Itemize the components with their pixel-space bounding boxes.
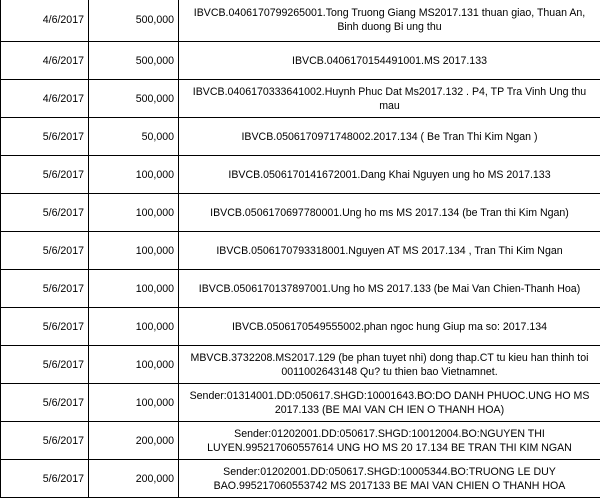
date-cell: 4/6/2017 [1,0,89,42]
table-row [1,270,600,308]
transaction-table-body [1,0,600,498]
amount-cell: 50,000 [89,118,179,156]
description-cell: IBVCB.0506170549555002.phan ngoc hung Giup ma so: 2017.134 [179,308,600,346]
date-cell: 5/6/2017 [1,460,89,498]
table-row [1,422,600,460]
amount-cell: 200,000 [89,460,179,498]
table-row [1,156,600,194]
description-cell: IBVCB.0506170141672001.Dang Khai Nguyen ung ho MS 2017.133 [179,156,600,194]
date-cell: 5/6/2017 [1,156,89,194]
amount-cell: 100,000 [89,270,179,308]
amount-cell: 100,000 [89,346,179,384]
amount-cell: 100,000 [89,232,179,270]
description-cell: IBVCB.0406170799265001.Tong Truong Giang MS2017.131 thuan giao, Thuan An, Binh duong Bi ung thu [179,0,600,42]
table-row [1,232,600,270]
date-cell: 4/6/2017 [1,42,89,80]
amount-cell: 500,000 [89,0,179,42]
amount-cell: 500,000 [89,42,179,80]
table-row [1,194,600,232]
amount-cell: 100,000 [89,194,179,232]
table-row [1,0,600,42]
date-cell: 5/6/2017 [1,118,89,156]
table-row [1,118,600,156]
date-cell: 5/6/2017 [1,384,89,422]
table-row [1,346,600,384]
description-cell: Sender:01202001.DD:050617.SHGD:10005344.BO:TRUONG LE DUY BAO.995217060553742 MS 2017133 BE MAI VAN CHIEN O THANH HOA [179,460,600,498]
date-cell: 4/6/2017 [1,80,89,118]
amount-cell: 100,000 [89,384,179,422]
description-cell: IBVCB.0506170137897001.Ung ho MS 2017.133 (be Mai Van Chien-Thanh Hoa) [179,270,600,308]
table-row [1,384,600,422]
description-cell: IBVCB.0506170793318001.Nguyen AT MS 2017.134 , Tran Thi Kim Ngan [179,232,600,270]
date-cell: 5/6/2017 [1,308,89,346]
description-cell: IBVCB.0406170333641002.Huynh Phuc Dat Ms2017.132 . P4, TP Tra Vinh Ung thu mau [179,80,600,118]
description-cell: IBVCB.0406170154491001.MS 2017.133 [179,42,600,80]
amount-cell: 100,000 [89,308,179,346]
description-cell: Sender:01202001.DD:050617.SHGD:10012004.BO:NGUYEN THI LUYEN.995217060557614 UNG HO MS 20 17.134 BE TRAN THI KIM NGAN [179,422,600,460]
table-row [1,80,600,118]
amount-cell: 200,000 [89,422,179,460]
date-cell: 5/6/2017 [1,422,89,460]
table-row [1,308,600,346]
date-cell: 5/6/2017 [1,232,89,270]
table-row [1,460,600,498]
date-cell: 5/6/2017 [1,270,89,308]
description-cell: MBVCB.3732208.MS2017.129 (be phan tuyet nhi) dong thap.CT tu kieu han thinh toi 0011002643148 Qu? tu thien bao Vietnamnet. [179,346,600,384]
description-cell: IBVCB.0506170697780001.Ung ho ms MS 2017.134 (be Tran thi Kim Ngan) [179,194,600,232]
amount-cell: 100,000 [89,156,179,194]
table-row [1,42,600,80]
date-cell: 5/6/2017 [1,346,89,384]
date-cell: 5/6/2017 [1,194,89,232]
description-cell: Sender:01314001.DD:050617.SHGD:10001643.BO:DO DANH PHUOC.UNG HO MS 2017.133 (BE MAI VAN CH IEN O THANH HOA) [179,384,600,422]
amount-cell: 500,000 [89,80,179,118]
description-cell: IBVCB.0506170971748002.2017.134 ( Be Tran Thi Kim Ngan ) [179,118,600,156]
